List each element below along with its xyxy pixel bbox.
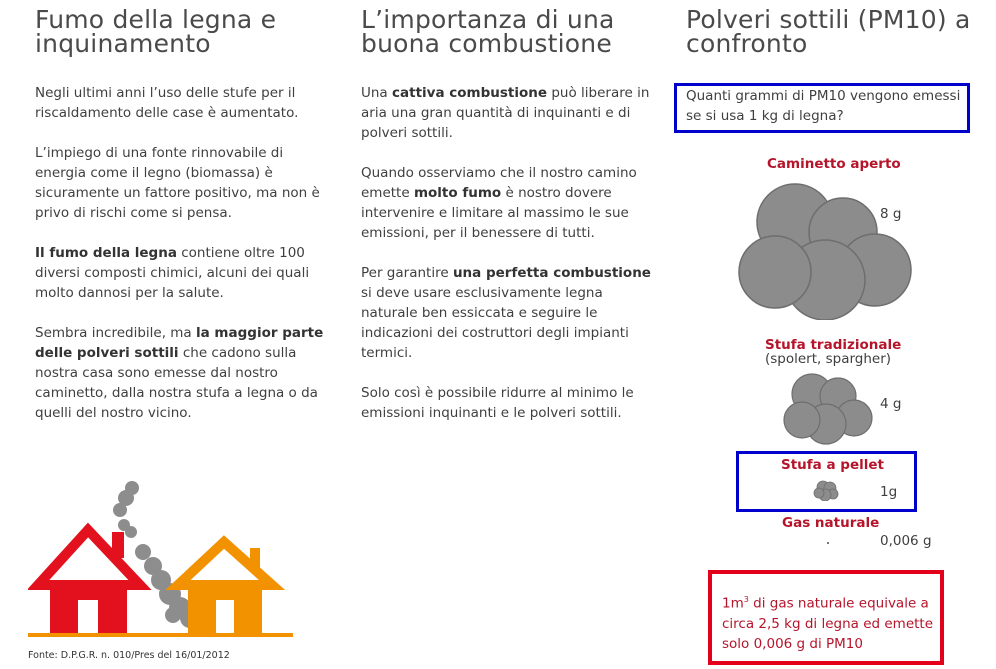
label-pellet-stove: Stufa a pellet [781, 457, 884, 473]
paragraph-1: Una cattiva combustione può liberare in aria una gran quantità di inquinanti e di polveri sottili. [361, 85, 650, 141]
value-pellet-stove: 1g [880, 484, 898, 500]
paragraph-1: Negli ultimi anni l’uso delle stufe per il riscaldamento delle case è aumentato. [35, 85, 299, 121]
column-pm10 [686, 5, 986, 58]
title-pm10: Polveri sottili (PM10) a confronto [686, 5, 971, 58]
column-wood-smoke [35, 5, 325, 423]
title-combustion: L’importanza di una buona combustione [361, 5, 615, 58]
value-open-fireplace: 8 g [880, 206, 902, 222]
small-cloud-icon [813, 479, 841, 501]
source-note: Fonte: D.P.G.R. n. 010/Pres del 16/01/2012 [28, 650, 230, 661]
value-traditional-stove: 4 g [880, 396, 902, 412]
medium-cloud-icon [780, 370, 874, 446]
red-house-icon [38, 530, 140, 634]
title-wood-smoke: Fumo della legna e inquinamento [35, 5, 277, 58]
label-natural-gas: Gas naturale [782, 515, 880, 531]
paragraph-4: Solo così è possibile ridurre al minimo le emissioni inquinanti e le polveri sottili. [361, 385, 634, 421]
label-open-fireplace: Caminetto aperto [767, 156, 901, 172]
sublabel-traditional-stove: (spolert, spargher) [765, 351, 892, 367]
paragraph-2: Quando osserviamo che il nostro camino emette molto fumo è nostro dovere intervenire e limitare al massimo le sue emissioni, per il benessere di tutti. [361, 165, 637, 241]
column-combustion [361, 5, 651, 423]
paragraph-4: Sembra incredibile, ma la maggior parte delle polveri sottili che cadono sulla nostra casa sono emesse dal nostro caminetto, dalla nostra stufa a legna o da quelli del nostro vicino. [35, 325, 324, 421]
paragraph-3: Per garantire una perfetta combustione si deve usare esclusivamente legna naturale ben essiccata e seguire le indicazioni dei costruttori degli impianti termici. [361, 265, 651, 361]
value-natural-gas: 0,006 g [880, 533, 932, 549]
orange-house-icon [178, 542, 272, 634]
tiny-dot-icon [827, 542, 829, 544]
gas-note-text: $1m^3$ di gas naturale equivale a circa 2,5 kg di legna ed emette solo 0,006 g di PM10 [722, 595, 934, 652]
paragraph-2: L’impiego di una fonte rinnovabile di energia come il legno (biomassa) è sicuramente un fattore positivo, ma non è privo di rischi come si pensa. [35, 145, 320, 221]
large-cloud-icon [735, 180, 917, 320]
label-traditional-stove: Stufa tradizionale [765, 337, 902, 353]
houses-smoke-illustration [28, 470, 293, 640]
paragraph-3: Il fumo della legna contiene oltre 100 diversi composti chimici, alcuni dei quali molto dannosi per la salute. [35, 245, 310, 301]
question-text: Quanti grammi di PM10 vengono emessi se si usa 1 kg di legna? [686, 88, 961, 124]
